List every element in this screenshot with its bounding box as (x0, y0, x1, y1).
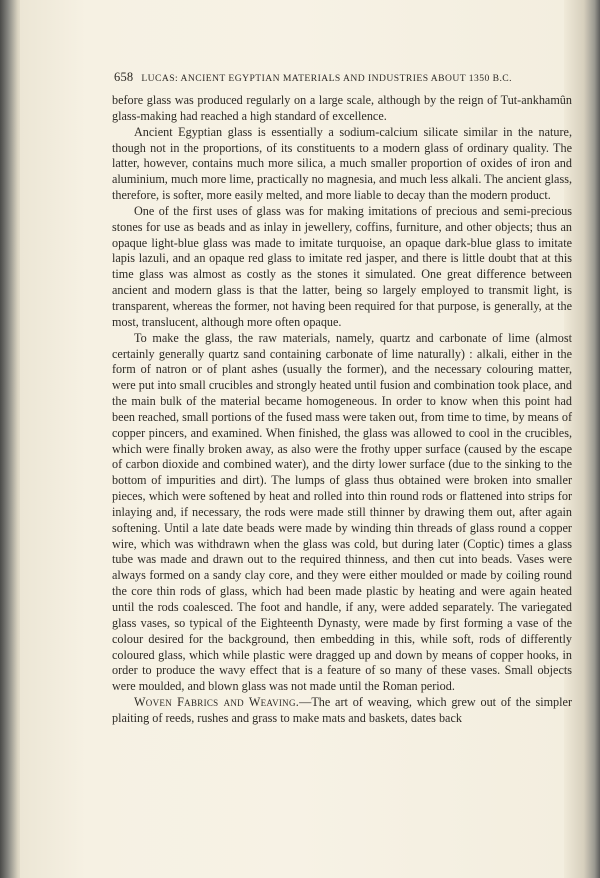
paragraph-glass-uses: One of the first uses of glass was for making imitations of precious and semi-precious stones for use as beads and as inlay in jewellery, coffins, furniture, and other objects; thus an opaque light-blue glass was made to imitate turquoise, an opaque dark-blue glass to imitate lapis lazuli, and an opaque red glass to imitate red jasper, and there is little doubt that at this time glass was almost as costly as the stones it simulated. One great difference between ancient and modern glass is that the latter, being so largely employed to transmit light, is transparent, whereas the former, not having been required for that purpose, is generally, at the most, translucent, although more often opaque. (112, 203, 572, 329)
paragraph-glass-making: To make the glass, the raw materials, namely, quartz and carbonate of lime (almost certainly generally quartz sand containing carbonate of lime naturally) : alkali, either in the form of natron or of plant ashes (usually the former), and the necessary colouring matter, were put into small crucibles and strongly heated until fusion and combination took place, and the main bulk of the material became homogeneous. In order to know when this point had been reached, small portions of the fused mass were taken out, from time to time, by means of copper pincers, and examined. When finished, the glass was allowed to cool in the crucibles, which were finally broken away, as also were the frothy upper surface (caused by the escape of carbon dioxide and combined water), and the dirty lower surface (due to the sinking to the bottom of impurities and dirt). The lumps of glass thus obtained were broken into smaller pieces, which were softened by heat and rolled into thin round rods or flattened into strips for inlaying and, if necessary, the rods were made still thinner by drawing them out, after again softening. Until a late date beads were made by winding thin threads of glass round a copper wire, which was withdrawn when the glass was cold, but during later (Coptic) times a glass tube was made and drawn out to the required thinness, and then cut into beads. Vases were always formed on a sandy clay core, and they were either moulded or made by coiling round the core thin rods of glass, which had been made plastic by heating and were again heated until the rods coalesced. The foot and handle, if any, were added separately. The variegated glass vases, so typical of the Eighteenth Dynasty, were made by first forming a vase of the colour desired for the background, then embedding in this, while soft, rods of differently coloured glass, which while plastic were dragged up and down by means of copper hooks, in order to produce the wavy effect that is a feature of so many of these vases. Small objects were moulded, and blown glass was not made until the Roman period. (112, 330, 572, 694)
paragraph-continuation: before glass was produced regularly on a large scale, although by the reign of Tut-ankhamûn glass-making had reached a high standard of excellence. (112, 93, 572, 123)
paragraph-weaving (112, 695, 572, 727)
page-text-block (112, 71, 572, 727)
book-gutter-shadow (0, 0, 22, 878)
running-header (114, 71, 572, 85)
running-head-title: LUCAS: ANCIENT EGYPTIAN MATERIALS AND INDUSTRIES ABOUT 1350 B.C. (141, 73, 513, 84)
paragraph-glass-composition: Ancient Egyptian glass is essentially a sodium-calcium silicate similar in the nature, though not in the proportions, of its constituents to a modern glass of ordinary quality. The latter, however, contains much more silica, a much smaller proportion of oxides of iron and aluminium, much more lime, practically no magnesia, and much less alkali. The ancient glass, therefore, is softer, more easily melted, and more liable to decay than the modern product. (112, 124, 572, 203)
page-number: 658 (114, 70, 134, 84)
section-heading-weaving: Woven Fabrics and Weaving. (134, 695, 300, 710)
paragraph-weaving-text: —The art of weaving, which grew out of the simpler plaiting of reeds, rushes and grass to make mats and baskets, dates back (112, 695, 573, 725)
